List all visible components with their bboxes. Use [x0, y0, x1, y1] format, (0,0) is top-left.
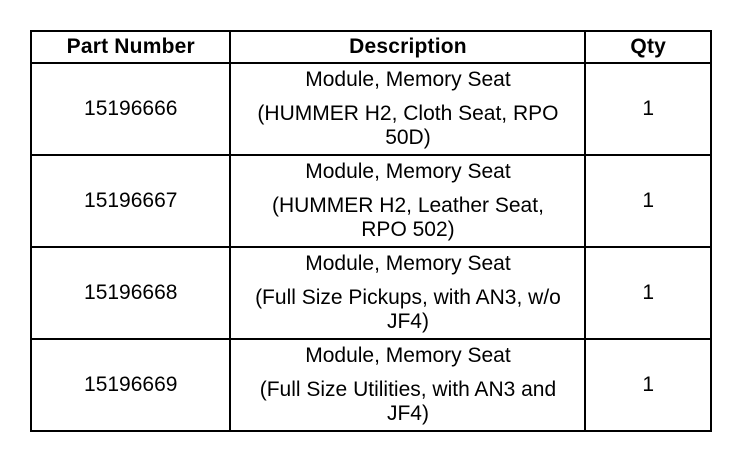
part-number-cell: 15196669	[31, 339, 230, 431]
description-cell	[230, 339, 585, 431]
part-number-cell: 15196668	[31, 247, 230, 339]
description-detail: (Full Size Utilities, with AN3 and JF4)	[259, 378, 557, 425]
header-qty: Qty	[585, 31, 711, 63]
part-number-cell: 15196667	[31, 155, 230, 247]
description-detail: (HUMMER H2, Cloth Seat, RPO 50D)	[257, 102, 559, 149]
description-title: Module, Memory Seat	[305, 344, 511, 367]
table-row	[31, 155, 711, 247]
qty-cell: 1	[585, 339, 711, 431]
description-cell	[230, 247, 585, 339]
table-header-row	[31, 31, 711, 63]
description-title: Module, Memory Seat	[305, 160, 511, 183]
qty-cell: 1	[585, 155, 711, 247]
header-part-number: Part Number	[31, 31, 230, 63]
description-detail: (HUMMER H2, Leather Seat, RPO 502)	[271, 194, 544, 241]
description-detail: (Full Size Pickups, with AN3, w/o JF4)	[255, 286, 561, 333]
qty-cell: 1	[585, 247, 711, 339]
description-cell	[230, 63, 585, 155]
table-row	[31, 247, 711, 339]
header-description: Description	[230, 31, 585, 63]
qty-cell: 1	[585, 63, 711, 155]
description-cell	[230, 155, 585, 247]
description-title: Module, Memory Seat	[305, 68, 511, 91]
parts-table	[30, 30, 712, 432]
table-row	[31, 339, 711, 431]
description-title: Module, Memory Seat	[305, 252, 511, 275]
part-number-cell: 15196666	[31, 63, 230, 155]
table-row	[31, 63, 711, 155]
